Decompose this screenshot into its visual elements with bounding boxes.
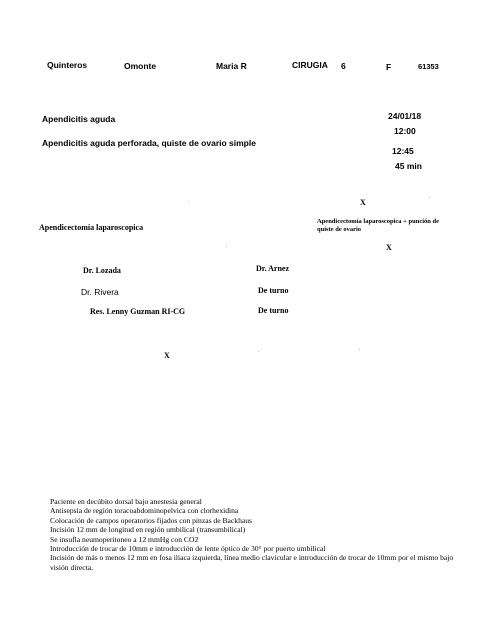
second-assistant-name: Res. Lenny Guzman RI-CG [90, 307, 186, 316]
note-line: Se insufla neumoperitoneo a 12 mmHg con CO2 [50, 534, 199, 544]
scan-speck [258, 351, 259, 352]
start-time: 12:00 [394, 126, 416, 136]
note-line: Incisión de más o menos 12 mm en fosa iliaca izquierda, línea medio clavicular e introducción de trocar de 10mm por el mismo bajo visión directa. [50, 553, 454, 572]
end-time: 12:45 [392, 146, 414, 156]
mark-x-1: X [360, 198, 366, 207]
patient-last-name-1: Quinteros [47, 60, 88, 70]
patient-service: CIRUGIA [292, 60, 328, 70]
duration: 45 min [395, 161, 422, 171]
first-assistant-name: Dr. Rivera [81, 287, 119, 297]
note-line: Colocación de campos operatorios fijados con pinzas de Backhaus [50, 515, 253, 525]
note-line: Introducción de trocar de 10mm e introducción de lente óptico de 30° por puerto umbilical [50, 544, 326, 554]
preoperative-diagnosis: Apendicitis aguda [42, 114, 116, 124]
note-line: Paciente en decúbito dorsal bajo anestesia general [50, 497, 202, 506]
surgery-date: 24/01/18 [388, 111, 422, 121]
patient-sex: F [386, 62, 392, 72]
performed-procedure: Apendicectomía laparoscopica + punción de quiste de ovario [317, 218, 440, 234]
patient-last-name-2: Omonte [124, 61, 157, 71]
planned-procedure: Apendicectomía laparoscopica [39, 223, 144, 232]
mark-x-2: X [386, 243, 392, 252]
postoperative-diagnosis: Apendicitis aguda perforada, quiste de ovario simple [42, 138, 256, 148]
patient-record-number: 61353 [418, 62, 439, 71]
note-line: Antisepsia de región toracoabdominopelvica con clorhexidina [50, 506, 239, 516]
patient-first-name: Maria R [216, 61, 247, 71]
patient-age: 6 [341, 61, 346, 71]
scan-speck [429, 197, 430, 198]
note-line: Incisión 12 mm de longitud en región umbilical (transumbilical) [50, 525, 246, 535]
surgeon-name: Dr. Lozada [83, 266, 121, 275]
scan-speck [359, 349, 360, 350]
procedure-description [50, 497, 470, 572]
circulating-nurse: De turno [258, 306, 289, 315]
scrub-nurse: De turno [258, 286, 289, 295]
scan-speck [188, 201, 189, 202]
scan-speck [226, 246, 227, 247]
anesthesiologist-name: Dr. Arnez [256, 264, 290, 273]
mark-x-3: X [164, 351, 170, 360]
